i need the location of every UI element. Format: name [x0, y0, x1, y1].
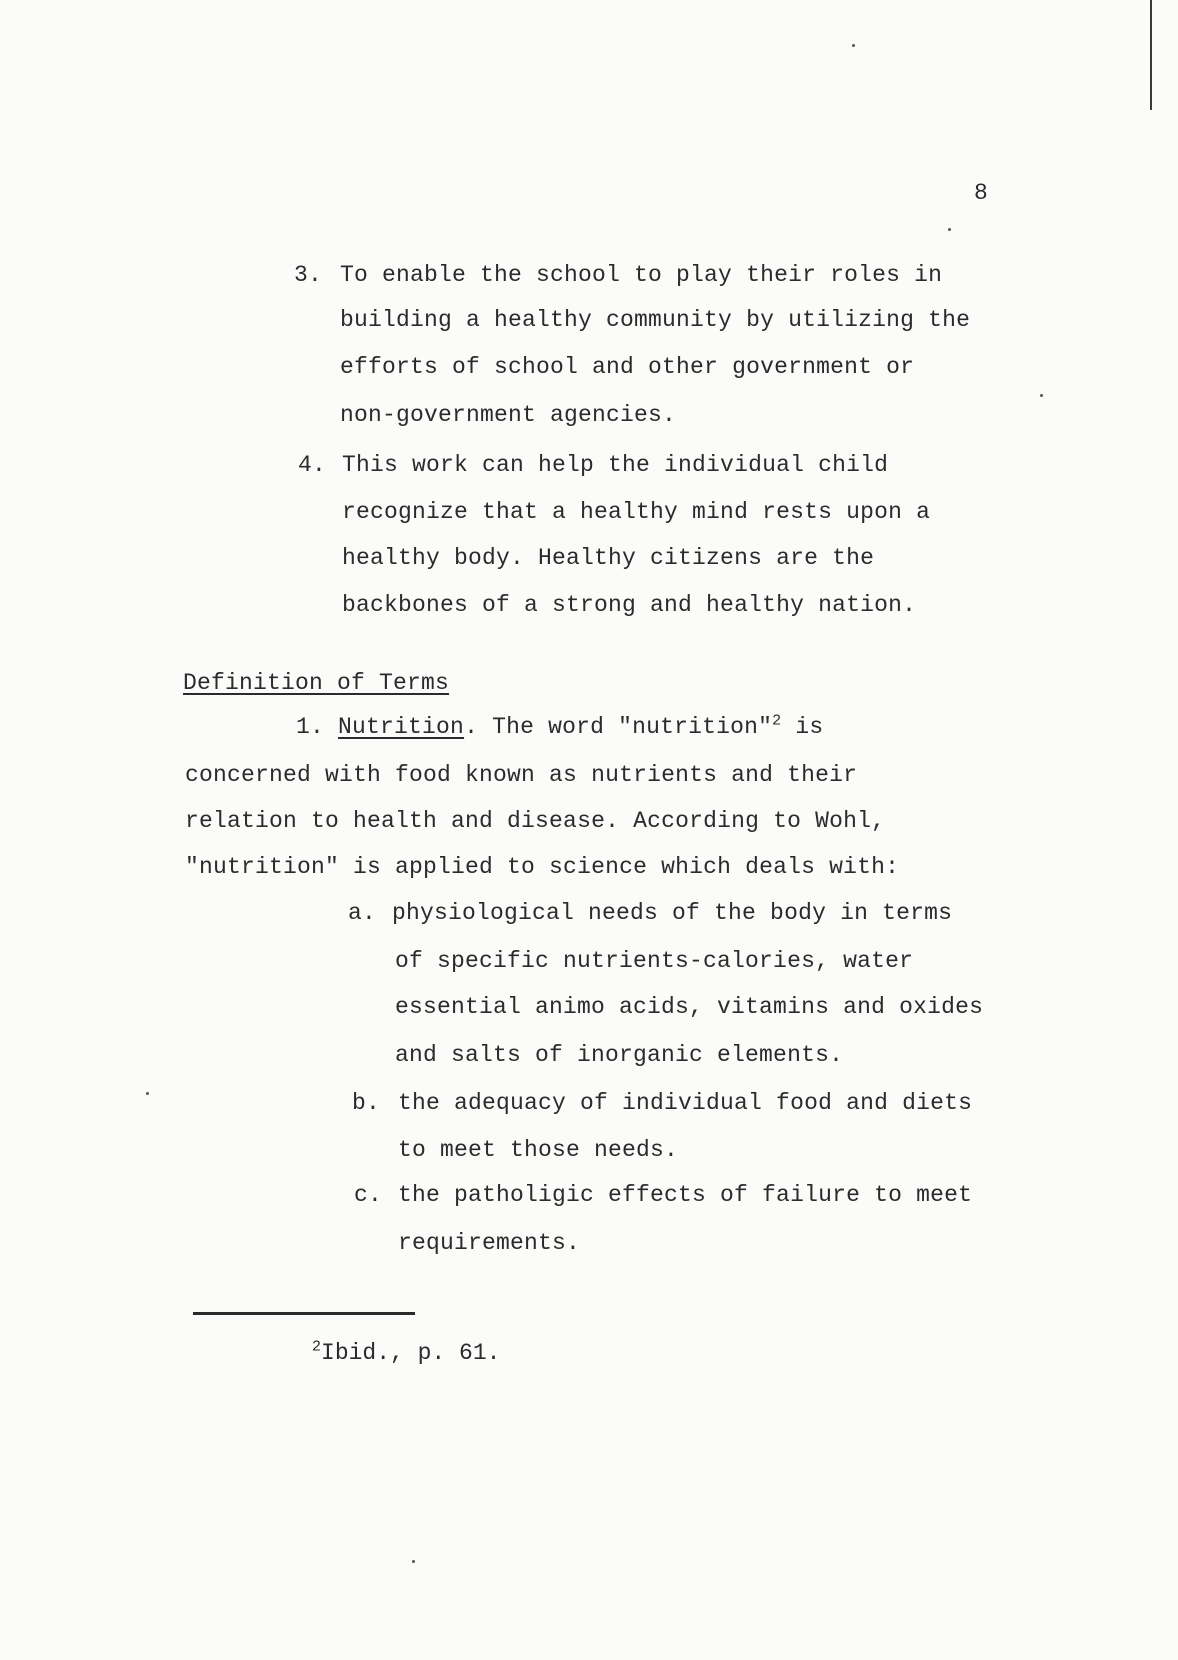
paragraph-line: "nutrition" is applied to science which deals with: [185, 854, 900, 880]
term-intro-after: is [781, 714, 824, 740]
footnote [312, 1338, 500, 1368]
term-footnote-ref: 2 [772, 712, 782, 730]
section-heading: Definition of Terms [183, 670, 450, 696]
scan-speck [948, 228, 951, 231]
term-intro: The word "nutrition" [492, 714, 773, 740]
subitem-marker: b. [352, 1090, 381, 1116]
paragraph-line: relation to health and disease. According to Wohl, [185, 808, 886, 834]
scan-speck [1040, 394, 1043, 397]
item-line: recognize that a healthy mind rests upon a [342, 499, 931, 525]
item-line: This work can help the individual child [342, 452, 889, 478]
subitem-line: requirements. [398, 1230, 581, 1256]
subitem-line: to meet those needs. [398, 1137, 679, 1163]
item-line: To enable the school to play their roles in [340, 262, 943, 288]
subitem-line: and salts of inorganic elements. [395, 1042, 844, 1068]
paragraph-line: concerned with food known as nutrients and their [185, 762, 858, 788]
page-edge-line [1150, 0, 1152, 110]
term-name: Nutrition [338, 714, 465, 740]
subitem-line: of specific nutrients-calories, water [395, 948, 914, 974]
subitem-line: essential animo acids, vitamins and oxides [395, 994, 984, 1020]
item-line: building a healthy community by utilizing the [340, 307, 971, 333]
subitem-line: the patholigic effects of failure to meet [398, 1182, 973, 1208]
subitem-marker: c. [354, 1182, 383, 1208]
footnote-number: 2 [312, 1338, 322, 1356]
item-line: non-government agencies. [340, 402, 677, 428]
item-marker: 3. [294, 262, 323, 288]
item-line: healthy body. Healthy citizens are the [342, 545, 875, 571]
subitem-line: the adequacy of individual food and diets [398, 1090, 973, 1116]
term-punct: . [464, 714, 479, 740]
term-number: 1. [296, 714, 325, 740]
subitem-marker: a. [348, 900, 377, 926]
term-line [296, 712, 823, 742]
scan-speck [412, 1560, 415, 1563]
subitem-line: physiological needs of the body in terms [392, 900, 953, 926]
item-line: efforts of school and other government or [340, 354, 915, 380]
scan-speck [146, 1092, 149, 1095]
footnote-text: Ibid., p. 61. [321, 1340, 501, 1366]
item-marker: 4. [298, 452, 327, 478]
item-line: backbones of a strong and healthy nation. [342, 592, 917, 618]
footnote-rule [193, 1312, 415, 1315]
scan-speck [852, 44, 855, 47]
page-number: 8 [974, 180, 988, 206]
